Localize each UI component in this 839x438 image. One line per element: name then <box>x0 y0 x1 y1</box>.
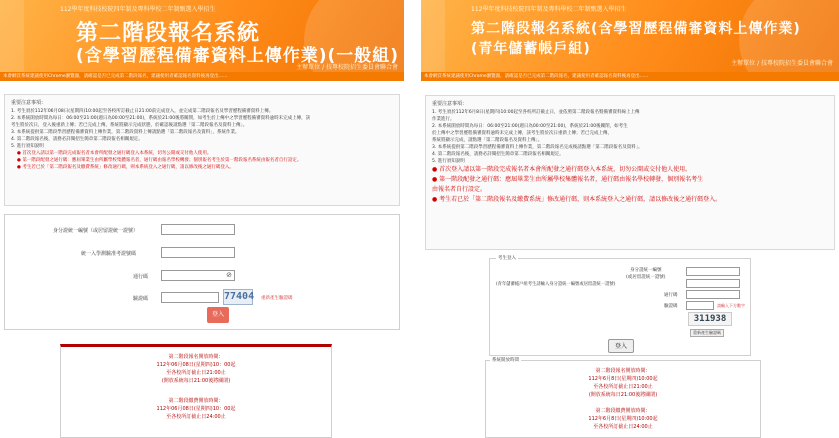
schedule-line: (開放系統每日21:00後將關閉) <box>588 392 658 398</box>
page-title: 第二階段報名系統 <box>76 21 261 46</box>
left-screenshot <box>0 0 404 438</box>
notice-line: 4. 第二階段報名後，請務必詳閱招生簡章第二階段報名相關規定。 <box>432 152 564 157</box>
schedule-line: 第二階段報名開放時間： <box>595 368 651 374</box>
banner-decoration <box>421 0 445 72</box>
password-label: 通行碼 <box>133 274 149 280</box>
schedule-line: 112年06月08日(星期四)10：00起 <box>156 362 236 368</box>
page-title: 第二階段報名系統(含學習歷程備審資料上傳作業) <box>471 21 801 37</box>
important-notice <box>4 94 400 206</box>
announcement-bar: 本會網頁系統建議使用Chrome瀏覽器，請確認是否已完成第二階段報名，建議使用者確認報名資料後再登出…… <box>0 72 404 81</box>
schedule-line: 至各校所訂截止日21:00止 <box>593 384 653 390</box>
header-banner <box>0 0 404 72</box>
schedule-line: 第二階段報名開放時間： <box>168 354 224 360</box>
schedule-line: 112年6月8日(星期四)10:00起 <box>588 416 658 422</box>
notice-warning: 由報名者自行設定。 <box>432 186 487 193</box>
notice-warning: ● 第一階段配發之通行碼：應屆畢業生由所屬學校集體報名者，通行碼由報名學校轉發；個別報名考生於第一階段報名系統由報名者自行設定。 <box>17 158 302 163</box>
notice-heading: 重要注意事項： <box>11 100 47 106</box>
schedule-line: 112年6月8日(星期四)10:00起 <box>588 376 658 382</box>
notice-line: 於上傳中之學習歷程備審資料逾時未完成上傳，該考生將於次日重新上傳；若已完成上傳， <box>432 131 612 136</box>
exam-number-input[interactable] <box>686 279 740 288</box>
header-banner <box>421 0 839 72</box>
page-subtitle: (含學習歷程備審資料上傳作業)(一般組) <box>76 46 400 66</box>
notice-warning: ● 第一階段配發之通行碼：應屆畢業生由所屬學校集體報名者，通行碼由報名學校轉發，個別報名考生 <box>432 176 704 183</box>
refresh-captcha-button[interactable]: 重新產生驗證碼 <box>690 329 724 337</box>
notice-line: 5. 進行須知說明 <box>11 144 44 149</box>
right-screenshot <box>421 0 839 438</box>
id-input[interactable] <box>686 267 740 276</box>
schedule-line: (開放系統每日21:00後將關閉) <box>161 378 231 384</box>
page-subtitle: (青年儲蓄帳戶組) <box>471 41 591 57</box>
captcha-label: 驗證碼 <box>664 304 678 309</box>
refresh-captcha-link[interactable]: 重新產生驗證碼 <box>261 296 293 301</box>
login-button[interactable]: 登入 <box>207 307 229 323</box>
captcha-input[interactable] <box>686 301 714 310</box>
notice-line: 1. 考生須於112年06月08日(星期四)10:00起至各校所訂截止日21:00前完成登入，並完成第二階段報名及學習歷程備審資料上傳。 <box>11 109 274 114</box>
schedule-line: 至各校所訂截止日24:00止 <box>593 424 653 430</box>
password-label: 通行碼 <box>664 293 678 298</box>
captcha-image: 77404 <box>223 289 253 305</box>
notice-line: 3. 本系統提供第二階段學習歷程備審資料上傳作業，第二階段報名完成後請點選「第二階段報名及資料」。 <box>432 145 643 150</box>
password-input[interactable] <box>161 270 235 281</box>
captcha-label: 驗證碼 <box>133 296 149 302</box>
notice-line: 系統將顯示完成，請點選「第二階段報名及資料上傳」。 <box>432 138 543 143</box>
notice-line: 作業進行。 <box>432 117 455 122</box>
announcement-bar: 本會網頁系統建議使用Chrome瀏覽器，請確認是否已完成第二階段報名，建議使用者確認報名資料後再登出…… <box>421 72 839 81</box>
exam-number-input[interactable] <box>161 247 235 258</box>
notice-line: 1. 考生須於112年6月8日(星期四)10:00起至各校所訂截止日，並依照第二階段報名暨備審資料線上上傳 <box>432 110 640 115</box>
schedule-group-title: 系統開放時間 <box>492 358 519 363</box>
schedule-box <box>60 344 332 438</box>
notice-line: 2. 本系統開放時間為每日：06:00至21:00(週日為00:00至21:00)，系統於21:00後將關閉，如考生於上傳中之學習歷程備審資料逾時未完成上傳，該 <box>11 116 311 121</box>
id-input[interactable] <box>161 224 235 235</box>
organizer: 主辦單位 / 技專校院招生委員會聯合會 <box>296 64 398 71</box>
notice-warning: ● 首次登入請以第一階段完成報名者本會所配發之通行碼登入本系統，切勿公開或交付他人使用。 <box>432 166 692 173</box>
notice-line: 4. 第二階段報名後，請務必詳閱招生簡章第二階段報名相關規定。 <box>11 137 143 142</box>
login-button[interactable]: 登入 <box>608 339 634 353</box>
notice-warning: ● 考生若已於「第二階段報名及繳費系統」修改通行碼，則本系統登入之通行碼，請以修改後之通行碼登入。 <box>17 165 234 170</box>
schedule-line: 至各校所訂截止日24:00止 <box>166 414 226 420</box>
login-group-title: 考生登入 <box>498 256 516 261</box>
id-label: 身分證統一編號（或居留證統一證號） <box>53 228 139 234</box>
captcha-input[interactable] <box>161 292 219 303</box>
schedule-line: 至各校所訂截止日21:00止 <box>166 370 226 376</box>
exam-number-label: (青年儲蓄帳戶組考生請輸入身分證統一編號或居留證統一證號) <box>496 282 616 287</box>
notice-line: 5. 進行須知說明 <box>432 159 465 164</box>
schedule-line: 第二階段繳費開放時間： <box>168 398 224 404</box>
id-label: 身分證統一編號 <box>630 268 662 273</box>
captcha-hint: 請輸入下方數字 <box>717 303 745 308</box>
schedule-line: 第二階段繳費開放時間： <box>595 408 651 414</box>
organizer: 主辦單位 / 技專校院招生委員會聯合會 <box>731 60 833 67</box>
captcha-image: 311938 <box>688 312 732 326</box>
exam-number-label: 統一入學測驗准考證號碼 <box>81 251 137 257</box>
show-password-icon[interactable]: ⊘ <box>226 271 232 279</box>
id-label-note: (或居留證統一證號) <box>626 275 666 280</box>
schedule-line: 112年06月08日(星期四)10：00起 <box>156 406 236 412</box>
login-form <box>489 258 751 356</box>
notice-line: 2. 本系統開放時間為每日：06:00至21:00(週日為00:00至21:00)，系統於21:00後關閉，如考生 <box>432 124 628 129</box>
notice-line: 考生將於次日，登入後重新上傳；若已完成上傳，系統將顯示完成狀態，於確認後請點選「第二階段報名及資料上傳」。 <box>11 123 248 128</box>
password-input[interactable] <box>686 290 740 299</box>
banner-tagline: 112學年度科技校院四年制及專科學校二年制甄選入學招生 <box>471 6 627 13</box>
notice-warning: ● 考生若已於「第二階段報名及繳費系統」修改通行碼，則本系統登入之通行碼，請以修改後之通行碼登入。 <box>432 196 722 203</box>
notice-line: 3. 本系統提供第二階段學習歷程備審資料上傳作業，第二階段資料上傳請點選「第二階段報名及資料」，系統作業。 <box>11 130 240 135</box>
banner-decoration <box>0 0 24 72</box>
login-form <box>4 214 400 330</box>
schedule-box <box>485 360 761 438</box>
notice-heading: 重要注意事項： <box>432 101 468 107</box>
notice-warning: ● 首次登入請以第一階段完成報名者本會所配發之通行碼登入本系統，切勿公開或交付他人使用。 <box>17 151 212 156</box>
banner-tagline: 112學年度科技校院四年制及專科學校二年制甄選入學招生 <box>60 6 216 13</box>
important-notice <box>425 95 835 250</box>
